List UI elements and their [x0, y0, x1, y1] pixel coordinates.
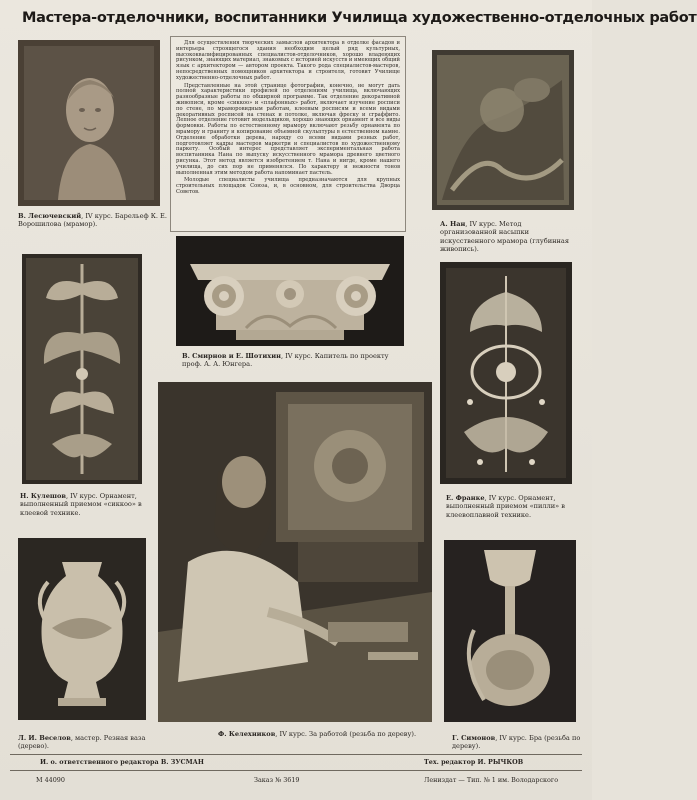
caption-text: , IV курс. За работой (резьба по дереву). — [275, 730, 417, 738]
photo-marble-method — [432, 50, 574, 210]
caption-ornament-franke — [446, 494, 580, 519]
photo-ornament-franke — [440, 262, 572, 484]
caption-text: , IV курс. Капитель по проекту проф. А. А. Юнгера. — [182, 352, 389, 369]
caption-text: , IV курс. Орнамент, выполненный приемом «пилли» в клеевоплавной технике. — [446, 494, 566, 519]
caption-author: Е. Франке — [446, 494, 485, 502]
caption-author: Ф. Келехников — [218, 730, 276, 738]
ornament-sikko-image — [22, 254, 142, 484]
footer-rule — [10, 754, 582, 755]
footer-rule — [10, 770, 582, 771]
caption-author: Л. И. Веселов — [18, 734, 71, 742]
caption-text: , IV курс. Барельеф К. Е. Ворошилова (мрамор). — [18, 212, 167, 229]
caption-text: , IV курс. Бра (резьба по дереву). — [452, 734, 581, 751]
footer-editor: И. о. ответственного редактора В. ЗУСМАН — [40, 758, 204, 766]
page-title: Мастера-отделочники, воспитанники Училища художественно-отделочных работ — [22, 10, 697, 26]
photo-sconce — [444, 540, 576, 722]
footer-tech-editor: Тех. редактор И. РЫЧКОВ — [424, 758, 524, 766]
carved-vase-image — [18, 538, 146, 720]
relief-portrait-image — [18, 40, 160, 206]
carved-sconce-image — [444, 540, 576, 722]
carver-workshop-image — [158, 382, 432, 722]
photo-ornament-kuleshov — [22, 254, 142, 484]
caption-relief-voroshilov — [18, 212, 168, 229]
photo-relief-voroshilov — [18, 40, 160, 206]
photo-capital — [176, 236, 404, 346]
caption-author: А. Нан — [440, 220, 466, 228]
caption-author: Н. Кулешов — [20, 492, 66, 500]
caption-sconce — [452, 734, 582, 751]
caption-text: , IV курс. Метод организованной насыпки искусственного мрамора (глубинная живопись). — [440, 220, 569, 253]
caption-marble-method — [440, 220, 580, 253]
caption-carver-at-work — [218, 730, 428, 738]
photo-carver-at-work — [158, 382, 432, 722]
article-paragraph: Для осуществления творческих замыслов архитектора в отделке фасадов и интерьера строящегося здания необходим целый ряд культурных, высококвалифицированных специалистов-отделочников, хорошо владеющих рисунком, знающих материал, знакомых с историей искусств и имеющих общий язык с архитектором — автором проекта. Такого рода специалистов-мастеров, непосредственных помощников архитектора и строителя, готовит Училище художественно-отделочных работ. — [176, 40, 400, 81]
footer-code: М 44090 — [36, 776, 65, 784]
caption-text: , мастер. Резная ваза (дерево). — [18, 734, 146, 751]
photo-vase — [18, 538, 146, 720]
footer-order: Заказ № 3619 — [254, 776, 300, 784]
caption-text: , IV курс. Орнамент, выполненный приемом «сиккоо» в клеевой технике. — [20, 492, 142, 517]
caption-author: В. Смирнов и Е. Шотихин — [182, 352, 281, 360]
article-paragraph: Представленные на этой странице фотографии, конечно, не могут дать полной характеристики профилей по отделениям училища, включающих разнообразные работы по обширной программе. Так отделение декоративной живописи, кроме «сиккоо» и «плафонных» работ, включает изучение росписи по стене, по мраморовидным работам, клеевым росписям и всеми видами декоративных росписей на стенах и потолке, включая фреску и сграффито. Лепное отделение готовит модельщиков, хорошо знающих орнамент и все виды формовки. Работы по естественному мрамору включают резьбу орнамента по мрамору и граниту и копирование объемной скульптуры в естественном камне. Отделение обработки дерева, наряду со всеми видами резных работ, подготовляет кадры мастеров маркетри и специалистов по художественному паркету. Особый интерес представляет экспериментальная работа воспитанника Нана по выпуску искусственного мрамора древнего цветного рисунка. Этот метод является изобретением т. Нана и нигде, кроме нашего училища, до сих пор не применялся. По характеру и нежности тонов выполненная этим методом работа напоминает пастель. — [176, 82, 400, 176]
footer-printer: Лениздат — Тип. № 1 им. Володарского — [424, 776, 559, 784]
capital-image — [176, 236, 404, 346]
marble-painting-image — [432, 50, 574, 210]
ornament-pilli-image — [440, 262, 572, 484]
caption-vase — [18, 734, 150, 751]
caption-author: Г. Симонов — [452, 734, 496, 742]
caption-capital — [182, 352, 402, 369]
caption-ornament-kuleshov — [20, 492, 150, 517]
article-text-box — [170, 36, 406, 232]
caption-author: В. Лесючевский — [18, 212, 82, 220]
article-paragraph: Молодые специалисты училища предназначаются для крупных строительных площадок Союза, и, в основном, для строительства Дворца Советов. — [176, 177, 400, 195]
